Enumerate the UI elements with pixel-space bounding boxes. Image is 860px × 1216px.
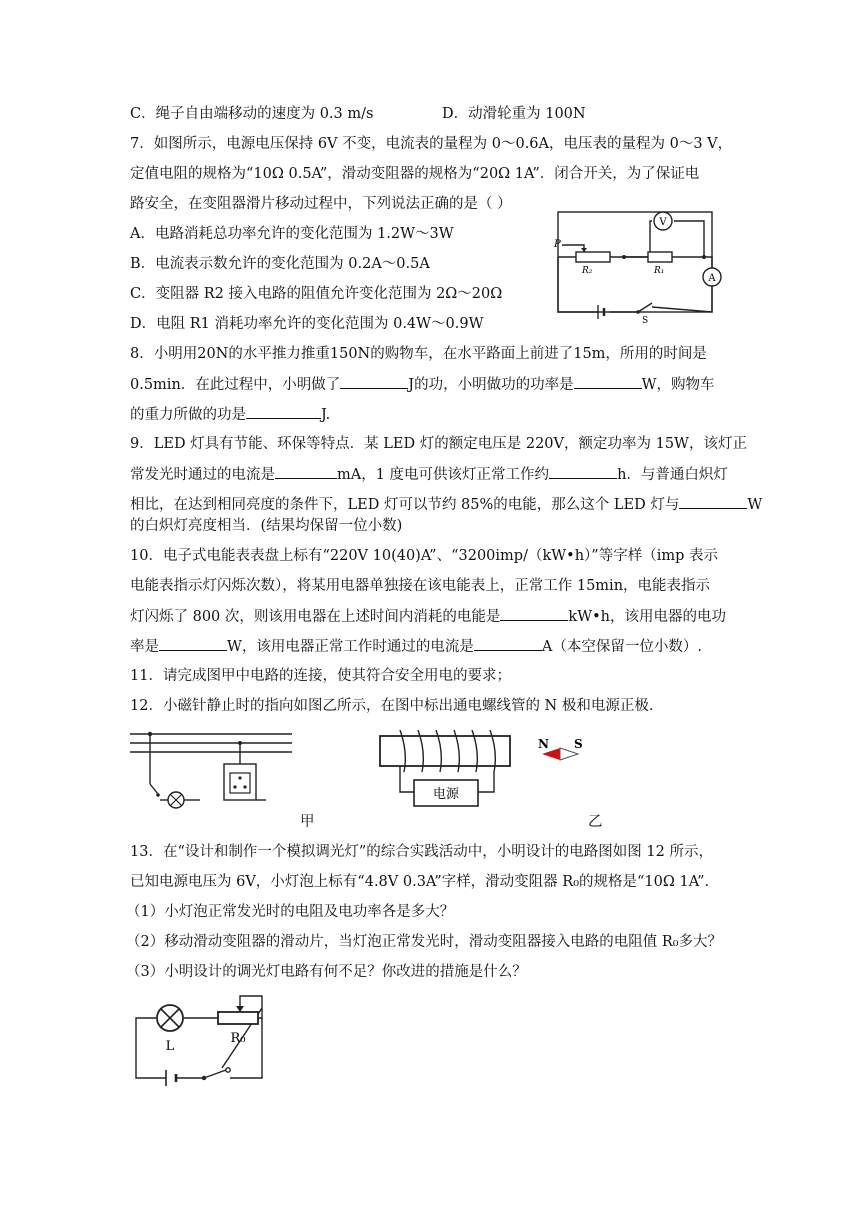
q13-r0-label: R₀: [230, 1031, 246, 1046]
q7-ammeter-label: A: [708, 273, 716, 284]
q12-solenoid-diagram: [378, 730, 614, 810]
q10-blank-energy[interactable]: [500, 606, 568, 621]
q11-stem: 11．请完成图甲中电路的连接，使其符合安全用电的要求；: [130, 668, 511, 684]
q7-option-d: D．电阻 R1 消耗功率允许的变化范围为 0.4W～0.9W: [130, 316, 484, 332]
q7-stem-line1: 7．如图所示，电源电压保持 6V 不变，电流表的量程为 0～0.6A，电压表的量程为 0～3 V，: [130, 136, 733, 152]
q11-figure-label-jia: 甲: [300, 814, 315, 830]
q8-text-c: W，购物车: [641, 377, 715, 393]
q6-option-d: D．动滑轮重为 100N: [442, 106, 586, 122]
q10-stem-line2: 电能表指示灯闪烁次数），将某用电器单独接在该电能表上，正常工作 15min，电能表指示: [130, 578, 711, 594]
q7-s-label: S: [642, 316, 649, 326]
q13-sub2: （2）移动滑动变阻器的滑动片，当灯泡正常发光时，滑动变阻器接入电路的电阻值 R₀多大？: [126, 934, 723, 950]
q8-stem-line1: 8．小明用20N的水平推力推重150N的购物车，在水平路面上前进了15m，所用的时间是: [130, 346, 707, 362]
q8-stem-line2: [130, 374, 715, 395]
q9-blank-hours[interactable]: [549, 464, 617, 479]
q9-text-d: 相比，在达到相同亮度的条件下，LED 灯可以节约 85%的电能，那么这个 LED 灯与: [130, 497, 680, 513]
q10-stem-line1: 10．电子式电能表表盘上标有“220V 10(40)A”、“3200imp/（kW•h）”等字样（imp 表示: [130, 548, 718, 564]
q9-text-b: mA，1 度电可供该灯正常工作约: [337, 467, 550, 483]
q9-stem-line3: [130, 494, 762, 515]
q7-voltmeter-label: V: [659, 217, 667, 228]
q8-blank-gravity-work[interactable]: [246, 404, 321, 419]
q8-text-e: J.: [321, 407, 331, 423]
q8-text-a: 0.5min．在此过程中，小明做了: [130, 377, 341, 393]
q8-blank-power[interactable]: [574, 374, 642, 389]
q13-sub3: （3）小明设计的调光灯电路有何不足？你改进的措施是什么？: [126, 964, 527, 980]
q9-blank-watt[interactable]: [679, 494, 747, 509]
q10-text-e: A（本空保留一位小数）.: [541, 639, 702, 655]
q9-text-c: h．与普通白炽灯: [617, 467, 728, 483]
q10-text-b: kW•h，该用电器的电功: [568, 609, 726, 625]
q10-text-a: 灯闪烁了 800 次，则该用电器在上述时间内消耗的电能是: [130, 609, 501, 625]
q8-text-b: J的功，小明做功的功率是: [408, 377, 574, 393]
q9-text-a: 常发光时通过的电流是: [130, 467, 275, 483]
q10-blank-power[interactable]: [159, 636, 227, 651]
q7-r2-label: R₂: [582, 266, 593, 276]
q13-stem-line1: 13．在“设计和制作一个模拟调光灯”的综合实践活动中，小明设计的电路图如图 12 所示，: [130, 844, 713, 860]
q13-rheostat: [218, 1012, 258, 1024]
q9-text-e: W: [747, 497, 763, 513]
q8-blank-work[interactable]: [340, 374, 408, 389]
q12-power-label: 电源: [432, 787, 460, 802]
q12-n-label: N: [538, 737, 549, 751]
q9-blank-current[interactable]: [275, 464, 337, 479]
q12-solenoid-core: [380, 736, 510, 766]
q6-option-c: C．绳子自由端移动的速度为 0.3 m/s: [130, 106, 374, 122]
q7-option-c: C．变阻器 R2 接入电路的阻值允许变化范围为 2Ω～20Ω: [130, 286, 503, 302]
q13-l-label: L: [165, 1039, 175, 1054]
q7-r2-resistor: [576, 252, 610, 262]
q13-sub1: （1）小灯泡正常发光时的电阻及电功率各是多大？: [126, 904, 455, 920]
q9-stem-line4: 的白炽灯亮度相当．(结果均保留一位小数): [130, 518, 403, 534]
q12-stem: 12．小磁针静止时的指向如图乙所示，在图中标出通电螺线管的 N 极和电源正极．: [130, 698, 664, 714]
q10-text-d: W，该用电器正常工作时通过的电流是: [227, 639, 474, 655]
q10-stem-line3: [130, 606, 726, 627]
q12-figure-label-yi: 乙: [588, 814, 603, 830]
q7-stem-line3: 路安全，在变阻器滑片移动过程中，下列说法正确的是（ ）: [130, 196, 512, 212]
q7-p-label: P: [554, 239, 561, 250]
q13-dimmer-circuit-diagram: [132, 990, 282, 1088]
q7-option-b: B．电流表示数允许的变化范围为 0.2A～0.5A: [130, 256, 430, 272]
q10-text-c: 率是: [130, 639, 159, 655]
q7-option-a: A．电路消耗总功率允许的变化范围为 1.2W～3W: [130, 226, 454, 242]
q7-stem-line2: 定值电阻的规格为“10Ω 0.5A”，滑动变阻器的规格为“20Ω 1A”．闭合开关，为了保证电: [130, 166, 700, 182]
q7-r1-label: R₁: [654, 266, 665, 276]
q8-text-d: 的重力所做的功是: [130, 407, 246, 423]
q13-stem-line2: 已知电源电压为 6V，小灯泡上标有“4.8V 0.3A”字样，滑动变阻器 R₀的规格是“10Ω 1A”.: [130, 874, 710, 890]
q11-house-circuit-diagram: [130, 728, 294, 808]
q8-stem-line3: [130, 404, 330, 425]
q9-stem-line1: 9．LED 灯具有节能、环保等特点．某 LED 灯的额定电压是 220V，额定功率为 15W，该灯正: [130, 436, 747, 452]
q12-s-label: S: [574, 737, 583, 751]
q7-circuit-diagram: [548, 207, 723, 326]
q10-blank-current[interactable]: [474, 636, 542, 651]
q10-stem-line4: [130, 636, 702, 657]
q9-stem-line2: [130, 464, 728, 485]
q7-r1-resistor: [648, 252, 672, 262]
